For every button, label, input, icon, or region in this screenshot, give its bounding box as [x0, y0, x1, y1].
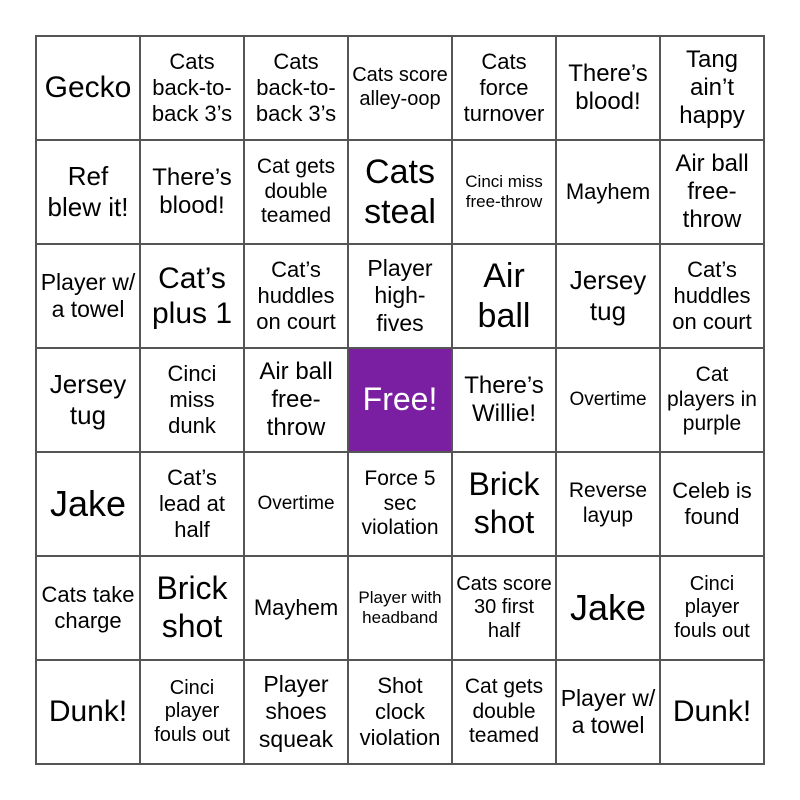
bingo-cell[interactable] — [452, 348, 556, 452]
bingo-cell[interactable] — [452, 36, 556, 140]
bingo-cell[interactable] — [244, 140, 348, 244]
bingo-cell[interactable] — [556, 660, 660, 764]
bingo-cell[interactable] — [244, 556, 348, 660]
bingo-cell[interactable] — [348, 556, 452, 660]
bingo-cell-label: Cinci miss free-throw — [465, 171, 543, 211]
bingo-cell-label: Celeb is found — [672, 478, 752, 529]
bingo-cell[interactable] — [36, 140, 140, 244]
bingo-cell[interactable] — [140, 36, 244, 140]
bingo-cell-label: Cats take charge — [41, 582, 135, 633]
bingo-cell[interactable] — [36, 452, 140, 556]
bingo-cell-label: Cat players in purple — [667, 362, 757, 436]
bingo-cell-label: Jake — [49, 482, 127, 524]
bingo-cell-label: Shot clock violation — [359, 673, 441, 750]
bingo-cell-label: Dunk! — [48, 695, 128, 729]
bingo-cell[interactable] — [556, 556, 660, 660]
bingo-cell-label: Cats score 30 first half — [456, 572, 552, 642]
bingo-cell[interactable] — [660, 244, 764, 348]
bingo-cell[interactable] — [348, 140, 452, 244]
bingo-cell-label: Cats back-to-back 3’s — [255, 49, 337, 126]
bingo-cell-label: Cat’s huddles on court — [256, 257, 336, 334]
bingo-cell[interactable] — [348, 660, 452, 764]
bingo-cell-label: Brick shot — [468, 466, 540, 540]
free-space-label: Free! — [362, 381, 438, 418]
bingo-cell[interactable] — [244, 660, 348, 764]
bingo-cell-label: Mayhem — [253, 595, 339, 621]
bingo-cell[interactable] — [556, 140, 660, 244]
bingo-cell[interactable] — [36, 348, 140, 452]
bingo-cell[interactable] — [348, 36, 452, 140]
bingo-cell-label: Cinci miss dunk — [167, 361, 217, 438]
bingo-cell[interactable] — [36, 556, 140, 660]
bingo-cell-label: There’s blood! — [152, 163, 232, 219]
bingo-cell[interactable] — [140, 348, 244, 452]
bingo-cell-label: There’s blood! — [568, 59, 648, 115]
bingo-cell[interactable] — [36, 244, 140, 348]
bingo-cell[interactable] — [140, 452, 244, 556]
bingo-cell[interactable] — [244, 244, 348, 348]
bingo-cell-label: Ref blew it! — [47, 161, 129, 222]
bingo-cell-label: Cat gets double teamed — [464, 674, 544, 748]
bingo-cell[interactable] — [140, 140, 244, 244]
bingo-cell[interactable] — [660, 140, 764, 244]
bingo-cell-label: Mayhem — [565, 179, 651, 205]
bingo-cell[interactable] — [244, 452, 348, 556]
bingo-cell-label: Player shoes squeak — [258, 671, 334, 752]
bingo-cell-label: Cat gets double teamed — [256, 154, 336, 228]
bingo-cell-label: Jersey tug — [49, 369, 127, 430]
bingo-cell-label: Tang ain’t happy — [679, 45, 745, 130]
bingo-cell[interactable] — [556, 36, 660, 140]
bingo-cell-label: Cinci player fouls out — [154, 676, 230, 746]
bingo-cell[interactable] — [36, 36, 140, 140]
bingo-cell-label: Cats steal — [364, 152, 436, 231]
bingo-cell[interactable] — [348, 452, 452, 556]
bingo-cell-label: Cats force turnover — [463, 49, 545, 126]
bingo-cell[interactable] — [660, 36, 764, 140]
bingo-cell[interactable] — [660, 452, 764, 556]
bingo-cell[interactable] — [140, 660, 244, 764]
bingo-cell-label: Force 5 sec violation — [361, 466, 439, 540]
bingo-cell[interactable] — [452, 556, 556, 660]
bingo-cell[interactable] — [556, 348, 660, 452]
bingo-cell[interactable] — [452, 140, 556, 244]
bingo-cell-label: Player w/ a towel — [560, 684, 656, 738]
bingo-cell-label: Cat’s plus 1 — [151, 261, 233, 330]
bingo-cell-label: Jersey tug — [569, 265, 647, 326]
bingo-cell-label: Gecko — [44, 71, 132, 105]
bingo-cell[interactable] — [244, 36, 348, 140]
bingo-cell[interactable] — [452, 660, 556, 764]
bingo-cell[interactable] — [556, 244, 660, 348]
bingo-cell-label: Overtime — [257, 492, 335, 514]
bingo-cell[interactable] — [452, 452, 556, 556]
bingo-cell-label: Air ball free-throw — [675, 149, 749, 234]
bingo-cell[interactable] — [140, 556, 244, 660]
bingo-cell[interactable] — [660, 556, 764, 660]
bingo-cell[interactable] — [140, 244, 244, 348]
bingo-cell-label: Cinci player fouls out — [674, 572, 750, 642]
bingo-cell[interactable] — [36, 660, 140, 764]
bingo-cell[interactable] — [660, 348, 764, 452]
bingo-cell-label: Player high-fives — [367, 255, 433, 336]
bingo-cell-label: Player with headband — [358, 587, 442, 627]
bingo-cell-label: Reverse layup — [568, 479, 648, 527]
bingo-cell-label: Cats back-to-back 3’s — [151, 49, 233, 126]
bingo-cell-label: Cats score alley-oop — [352, 64, 448, 110]
bingo-cell-label: Air ball free-throw — [259, 357, 333, 442]
bingo-cell[interactable] — [556, 452, 660, 556]
bingo-cell-label: Air ball — [477, 256, 531, 335]
free-space-cell[interactable] — [348, 348, 452, 452]
bingo-cell-label: Overtime — [569, 388, 647, 410]
bingo-board — [35, 35, 765, 765]
bingo-cell[interactable] — [660, 660, 764, 764]
bingo-cell[interactable] — [452, 244, 556, 348]
bingo-cell[interactable] — [244, 348, 348, 452]
bingo-cell-label: Cat’s lead at half — [158, 465, 226, 542]
bingo-cell-label: Player w/ a towel — [40, 268, 136, 322]
bingo-cell-label: Jake — [569, 586, 647, 628]
bingo-cell-label: There’s Willie! — [464, 371, 544, 427]
bingo-cell-label: Dunk! — [672, 695, 752, 729]
bingo-cell-label: Brick shot — [156, 570, 228, 644]
bingo-cell[interactable] — [348, 244, 452, 348]
bingo-cell-label: Cat’s huddles on court — [672, 257, 752, 334]
